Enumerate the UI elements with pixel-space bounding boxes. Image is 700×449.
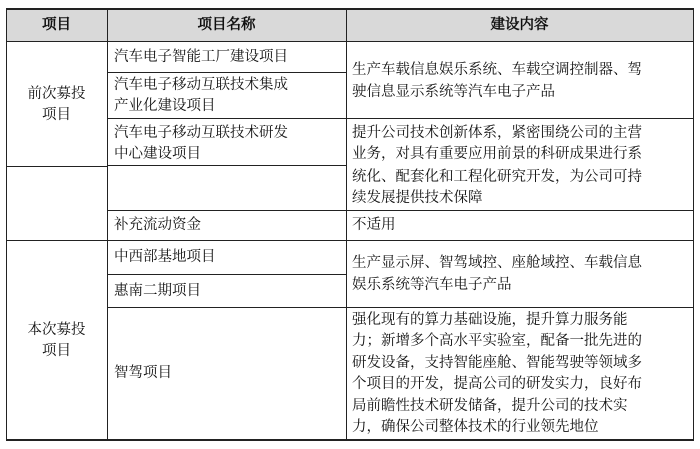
project-name-mobile-internet: 汽车电子移动互联技术集成 <box>114 77 288 93</box>
group-label-current: 项目 <box>42 343 71 359</box>
row-divider <box>107 210 694 211</box>
content-rd-center: 统化、配套化和工程化研究开发，为公司可持 <box>352 169 642 185</box>
project-name-rd-center: 汽车电子移动互联技术研发 <box>114 125 288 141</box>
group-label-previous: 项目 <box>42 107 71 123</box>
content-shared-b: 娱乐系统等汽车电子产品 <box>352 277 512 293</box>
content-smart-driving: 力，确保公司整体技术的行业领先地位 <box>352 419 599 435</box>
header-divider <box>6 41 694 42</box>
header-project-name: 项目名称 <box>197 17 256 33</box>
content-rd-center: 续发展提供技术保障 <box>352 190 483 206</box>
table-border-bottom <box>6 439 694 441</box>
project-name-mobile-internet: 产业化建设项目 <box>114 98 216 114</box>
group-label-previous: 前次募投 <box>27 86 86 102</box>
row-divider <box>107 72 346 73</box>
content-smart-driving: 个项目的开发，提高公司的研发实力，良好布 <box>352 376 642 392</box>
project-name-rd-center: 中心建设项目 <box>114 146 201 162</box>
row-divider <box>107 274 346 275</box>
content-smart-driving: 研发设备，支持智能座舱、智能驾驶等领域多 <box>352 355 642 371</box>
row-divider <box>107 118 694 119</box>
content-shared-a: 驶信息显示系统等汽车电子产品 <box>352 84 555 100</box>
table-border-right <box>693 8 694 441</box>
row-divider <box>107 165 346 166</box>
header-project: 项目 <box>42 17 71 33</box>
content-smart-driving: 力；新增多个高水平实验室，配备一批先进的 <box>352 333 642 349</box>
content-shared-a: 生产车载信息娱乐系统、车载空调控制器、驾 <box>352 62 642 78</box>
table-border-top <box>6 8 694 10</box>
group-divider <box>6 240 694 241</box>
header-construction-content: 建设内容 <box>490 17 549 33</box>
content-smart-driving: 局前瞻性技术研发储备，提升公司的技术实 <box>352 398 628 414</box>
group-label-current: 本次募投 <box>27 322 86 338</box>
project-name-smart-factory: 汽车电子智能工厂建设项目 <box>114 49 288 65</box>
project-name-central-west: 中西部基地项目 <box>114 249 216 265</box>
row-divider <box>107 307 694 308</box>
project-name-working-capital: 补充流动资金 <box>114 217 201 233</box>
table-border-left <box>6 8 7 441</box>
project-name-smart-driving: 智驾项目 <box>114 365 172 381</box>
content-working-capital: 不适用 <box>352 217 396 233</box>
project-name-huinan: 惠南二期项目 <box>114 283 201 299</box>
content-smart-driving: 强化现有的算力基础设施，提升算力服务能 <box>352 312 628 328</box>
column-divider-2 <box>346 8 347 441</box>
row-divider <box>6 166 107 167</box>
content-rd-center: 提升公司技术创新体系，紧密围绕公司的主营 <box>352 125 642 141</box>
content-rd-center: 业务，对具有重要应用前景的科研成果进行系 <box>352 146 642 162</box>
content-shared-b: 生产显示屏、智驾域控、座舱域控、车载信息 <box>352 255 642 271</box>
